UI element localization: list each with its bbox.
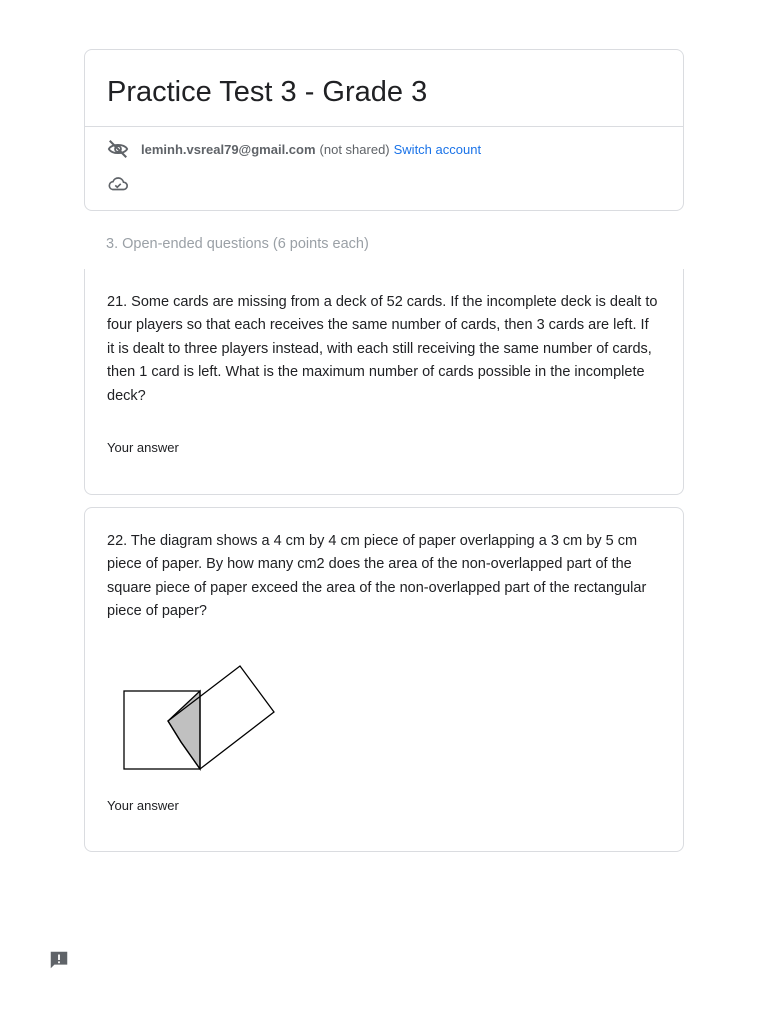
eye-off-icon [107, 138, 129, 160]
answer-input[interactable]: Your answer [107, 440, 179, 455]
account-row [107, 137, 481, 161]
header-divider [85, 126, 683, 127]
question-text: 22. The diagram shows a 4 cm by 4 cm piece of paper overlapping a 3 cm by 5 cm piece of paper. By how many cm2 does the area of the non-overlapped part of the square piece of paper exceed the area of the non-overlapped part of the rectangular piece of paper? [107, 533, 647, 620]
question-text: 21. Some cards are missing from a deck of 52 cards. If the incomplete deck is dealt to four players so that each receives the same number of cards, then 3 cards are left. If it is dealt to three players instead, with each still receiving the same number of cards, then 1 card is left. What is the maximum number of cards possible in the incomplete deck? [107, 294, 658, 404]
account-email: leminh.vsreal79@gmail.com [141, 141, 316, 157]
cloud-check-icon [107, 174, 129, 194]
overlap-region [168, 691, 200, 769]
answer-input[interactable]: Your answer [107, 798, 179, 813]
overlap-diagram [121, 662, 281, 774]
form-title: Practice Test 3 - Grade 3 [107, 76, 428, 108]
switch-account-link[interactable]: Switch account [393, 141, 482, 157]
question-card-22 [84, 507, 684, 852]
shared-status: (not shared) [319, 141, 390, 157]
report-issue-icon[interactable] [48, 949, 70, 971]
form-header-card [84, 49, 684, 211]
question-card-21 [84, 269, 684, 495]
section-title: 3. Open-ended questions (6 points each) [106, 236, 369, 252]
